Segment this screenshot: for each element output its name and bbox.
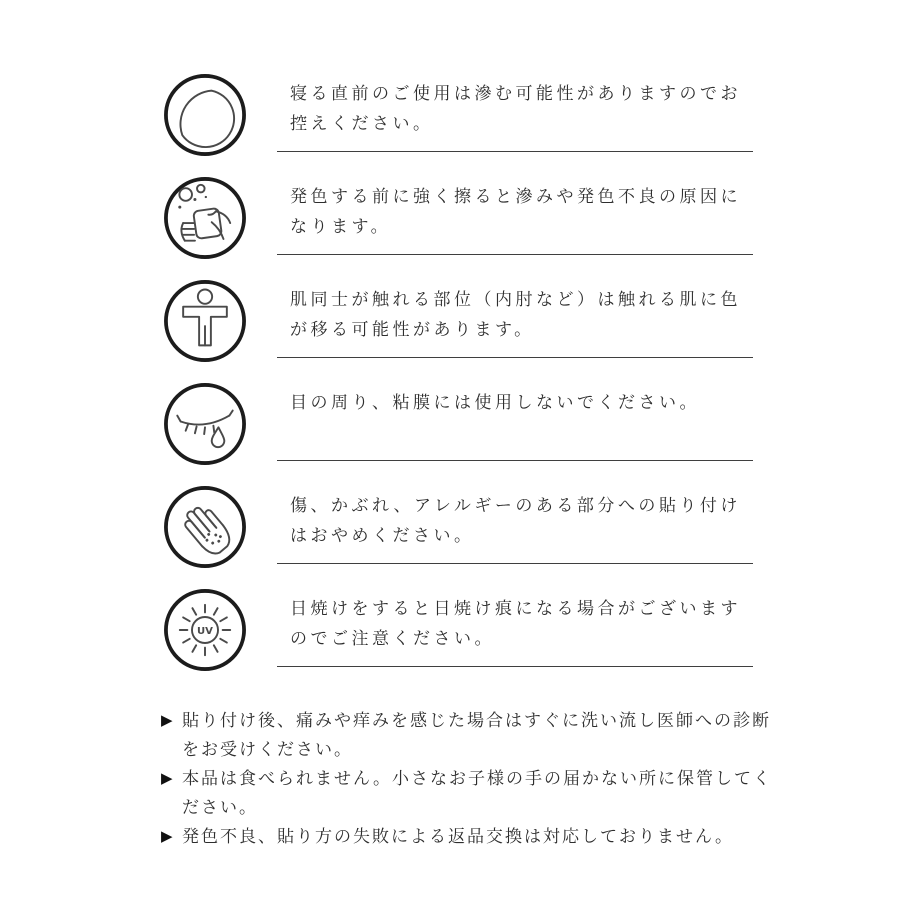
note-item xyxy=(163,764,775,822)
caution-text-cell xyxy=(277,588,753,667)
caution-text: 傷、かぶれ、アレルギーのある部分への貼り付けはおやめください。 xyxy=(290,496,741,545)
caution-text-cell xyxy=(277,382,753,461)
person-icon xyxy=(163,279,247,363)
notes-list xyxy=(163,706,775,851)
caution-text: 発色する前に強く擦ると滲みや発色不良の原因になります。 xyxy=(290,187,741,236)
caution-row-allergy xyxy=(163,485,783,569)
triangle-bullet-icon: ▶ xyxy=(161,827,173,845)
caution-list xyxy=(163,73,783,851)
moon-icon xyxy=(163,73,247,157)
note-text: 本品は食べられません。小さなお子様の手の届かない所に保管してください。 xyxy=(182,769,773,817)
caution-text: 目の周り、粘膜には使用しないでください。 xyxy=(290,393,700,412)
caution-text: 日焼けをすると日焼け痕になる場合がございますのでご注意ください。 xyxy=(290,599,741,648)
caution-text: 寝る直前のご使用は滲む可能性がありますのでお控えください。 xyxy=(290,84,741,133)
note-text: 発色不良、貼り方の失敗による返品交換は対応しておりません。 xyxy=(182,827,735,846)
caution-row-skin-contact xyxy=(163,279,783,363)
uv-label: UV xyxy=(197,625,213,637)
note-text: 貼り付け後、痛みや痒みを感じた場合はすぐに洗い流し医師への診断をお受けください。 xyxy=(182,711,771,759)
rubbing-hand-icon xyxy=(163,176,247,260)
caution-row-uv xyxy=(163,588,783,672)
triangle-bullet-icon: ▶ xyxy=(161,769,173,787)
hand-rash-icon xyxy=(163,485,247,569)
caution-text: 肌同士が触れる部位（内肘など）は触れる肌に色が移る可能性があります。 xyxy=(290,290,741,339)
triangle-bullet-icon: ▶ xyxy=(161,711,173,729)
note-item xyxy=(163,706,775,764)
caution-row-eyes xyxy=(163,382,783,466)
uv-sun-icon xyxy=(163,588,247,672)
caution-text-cell xyxy=(277,176,753,255)
caution-text-cell xyxy=(277,485,753,564)
caution-row-sleep xyxy=(163,73,783,157)
caution-row-rubbing xyxy=(163,176,783,260)
caution-text-cell xyxy=(277,73,753,152)
caution-text-cell xyxy=(277,279,753,358)
note-item xyxy=(163,822,775,851)
closed-eye-icon xyxy=(163,382,247,466)
